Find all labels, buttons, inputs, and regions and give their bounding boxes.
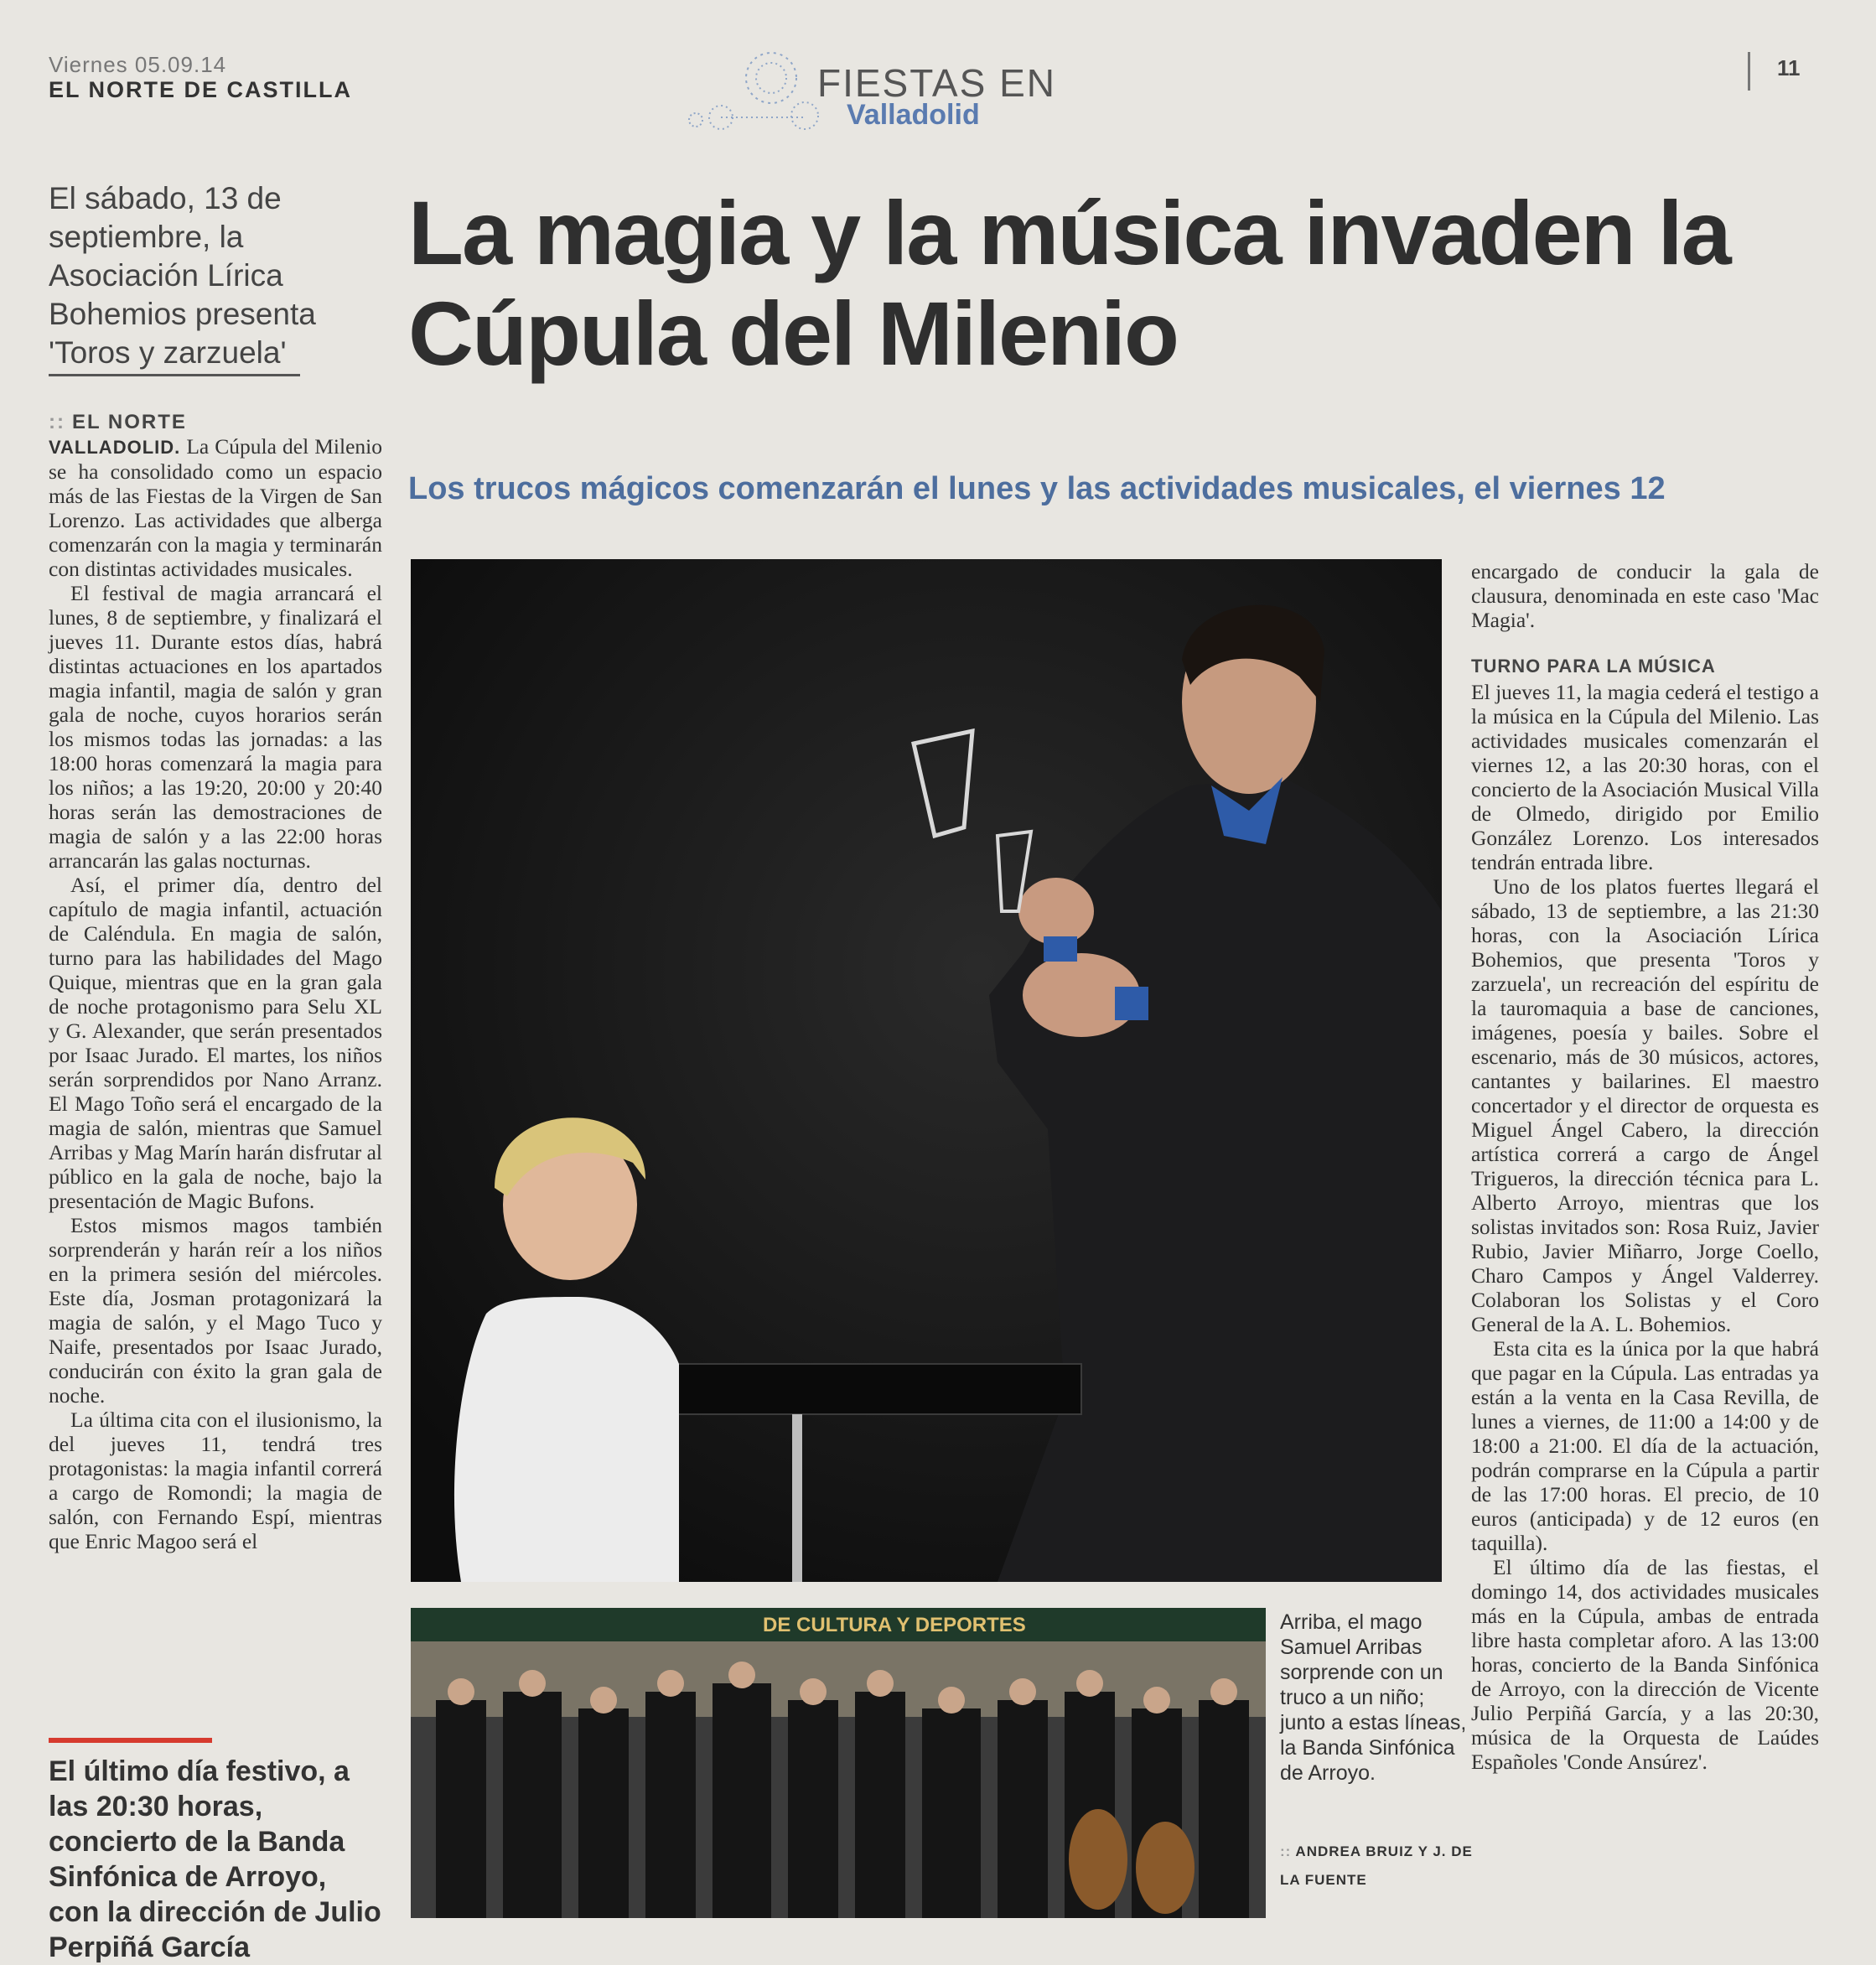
byline-dots: :: <box>49 411 65 433</box>
headline: La magia y la música invaden la Cúpula del Milenio <box>408 182 1730 384</box>
band-photo <box>411 1608 1266 1918</box>
section-city: Valladolid <box>847 99 980 131</box>
lead-divider <box>49 374 300 376</box>
page-number: 11 <box>1777 55 1801 80</box>
lead-summary: El sábado, 13 de septiembre, la Asociación Lírica Bohemios presenta 'Toros y zarzuela' <box>49 181 316 370</box>
article-column-3 <box>1471 559 1819 1774</box>
photo-credit <box>1280 1838 1473 1895</box>
subheadline: Los trucos mágicos comenzarán el lunes y las actividades musicales, el viernes 12 <box>408 471 1666 506</box>
byline-name: EL NORTE <box>71 411 187 433</box>
callout-quote: El último día festivo, a las 20:30 horas, concierto de la Banda Sinfónica de Arroyo, con la dirección de Julio Perpiñá García <box>49 1755 381 1963</box>
dateline: VALLADOLID. <box>49 437 181 458</box>
paragraph: encargado de conducir la gala de clausura, denominada en este caso 'Mac Magia'. <box>1471 559 1819 632</box>
paragraph: Así, el primer día, dentro del capítulo de magia infantil, actuación de Caléndula. En magia de salón, turno para las habilidades del Mago Quique, mientras que en la gran gala de noche protagonismo para Selu XL y G. Alexander, que serán presentados por Isaac Jurado. El martes, los niños serán sorprendidos por Nano Arranz. El Mago Toño será el encargado de la magia de salón, mientras que Samuel Arribas y Mag Marín harán disfrutar al público en la gala de noche, bajo la presentación de Magic Bufons. <box>49 873 382 1213</box>
issue-date: Viernes 05.09.14 <box>49 52 227 77</box>
credit-text: ANDREA BRUIZ Y J. DE LA FUENTE <box>1280 1843 1473 1888</box>
section-title: FIESTAS EN <box>817 61 1056 105</box>
paragraph-text: La Cúpula del Milenio se ha consolidado como un espacio más de las Fiestas de la Virgen de San Lorenzo. Las actividades que alberga comenzarán con la magia y terminarán con distintas actividades musicales. <box>49 434 382 581</box>
credit-dots: :: <box>1280 1843 1292 1859</box>
paragraph: El último día de las fiestas, el domingo 14, dos actividades musicales más en la Cúpula, ambas de entrada libre hasta completar aforo. A las 13:00 horas, concierto de la Banda Sinfónica de Arroyo, con la dirección de Vicente Julio Perpiñá García, y a las 20:30, música de la Orquesta de Laúdes Españoles 'Conde Ansúrez'. <box>1471 1555 1819 1774</box>
article-column-1 <box>49 434 382 1553</box>
paragraph: El festival de magia arrancará el lunes, 8 de septiembre, y finalizará el jueves 11. Durante estos días, habrá distintas actuaciones en los apartados magia infantil, magia de salón y gran gala de noche, cuyos horarios serán los mismos todas las jornadas: a las 18:00 horas comenzará la magia para los niños; a las 19:20, 20:00 y 20:40 horas serán las demostraciones de magia de salón y a las 22:00 horas arrancarán las galas nocturnas. <box>49 581 382 873</box>
callout-divider <box>49 1738 212 1743</box>
main-photo-magician <box>411 559 1442 1582</box>
paragraph: La última cita con el ilusionismo, la del jueves 11, tendrá tres protagonistas: la magia infantil correrá a cargo de Romondi; la magia de salón, con Fernando Espí, mientras que Enric Magoo será el <box>49 1408 382 1553</box>
page-number-divider <box>1748 52 1750 91</box>
newspaper-name: EL NORTE DE CASTILLA <box>49 77 353 102</box>
photo-caption: Arriba, el mago Samuel Arribas sorprende con un truco a un niño; junto a estas líneas, la Banda Sinfónica de Arroyo. <box>1280 1610 1467 1785</box>
byline <box>49 411 187 434</box>
paragraph: El jueves 11, la magia cederá el testigo a la música en la Cúpula del Milenio. Las actividades musicales comenzarán el viernes 12, a las 20:30 horas, con el concierto de la Asociación Musical Villa de Olmedo, dirigido por Emilio González Lorenzo. Los interesados tendrán entrada libre. <box>1471 680 1819 874</box>
paragraph: Esta cita es la única por la que habrá que pagar en la Cúpula. Las entradas ya están a la venta en la Casa Revilla, de lunes a viernes, de 11:00 a 14:00 y de 18:00 a 21:00. El día de la actuación, podrán comprarse en la Cúpula a partir de las 17:00 horas. El precio, de 10 euros (anticipada) y de 12 euros (en taquilla). <box>1471 1336 1819 1555</box>
paragraph <box>49 434 382 581</box>
section-subtitle: TURNO PARA LA MÚSICA <box>1471 656 1716 677</box>
paragraph: Uno de los platos fuertes llegará el sábado, 13 de septiembre, a las 21:30 horas, con la Asociación Lírica Bohemios, que presenta 'Toros y zarzuela', un recreación del espíritu de la tauromaquia a base de canciones, imágenes, poesía y bailes. Sobre el escenario, más de 30 músicos, actores, cantantes y bailarines. El maestro concertador y el director de orquesta es Miguel Ángel Cabero, la dirección artística correrá a cargo de Ángel Trigueros, la dirección técnica para L. Alberto Arroyo, mientras que los solistas invitados son: Rosa Ruiz, Javier Rubio, Javier Miñarro, Jorge Coello, Charo Campos y Ángel Valderrey. Colaboran los Solistas y el Coro General de la A. L. Bohemios. <box>1471 874 1819 1336</box>
paragraph: Estos mismos magos también sorprenderán y harán reír a los niños en la primera sesión del miércoles. Este día, Josman protagonizará la magia de salón, y el Mago Tuco y Naife, presentados por Isaac Jurado, conducirán con éxito la gran gala de noche. <box>49 1213 382 1408</box>
photo-banner-text: DE CULTURA Y DEPORTES <box>763 1614 1026 1636</box>
